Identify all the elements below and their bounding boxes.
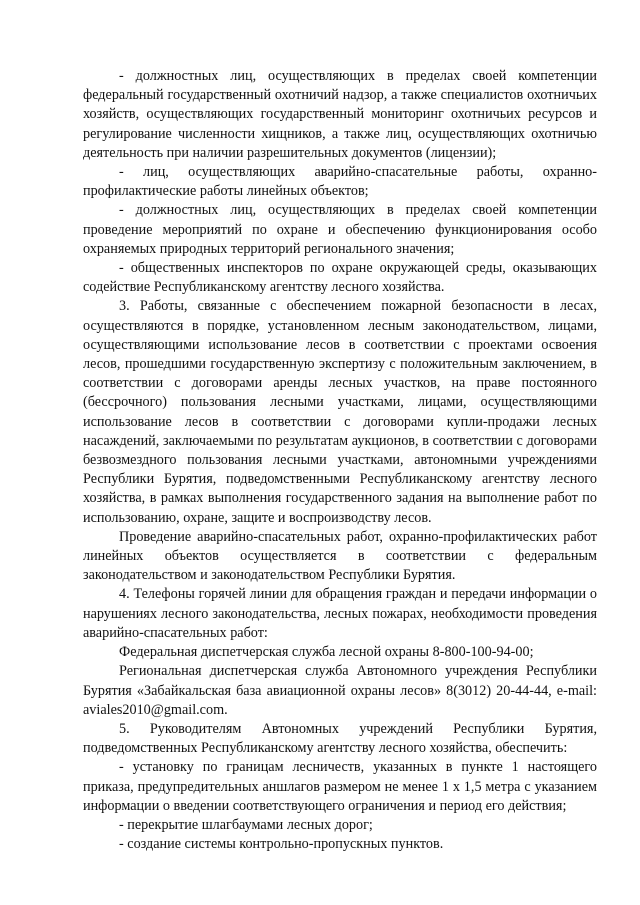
paragraph-checkpoints: - создание системы контрольно-пропускных пунктов.	[119, 836, 444, 853]
paragraph-rescue-works: Проведение аварийно-спасательных работ, охранно-профилактических работ линейных объектов осуществляется в соответствии с федеральным законодательством и законодательством Республики Бурятия.	[83, 528, 597, 584]
paragraph-barriers: - перекрытие шлагбаумами лесных дорог;	[119, 816, 373, 833]
paragraph-federal-hotline: Федеральная диспетчерская служба лесной охраны 8-800-100-94-00;	[119, 644, 534, 661]
paragraph-rescue-workers: - лиц, осуществляющих аварийно-спасательные работы, охранно-профилактические работы линейных объектов;	[83, 164, 597, 200]
paragraph-regional-hotline: Региональная диспетчерская служба Автономного учреждения Республики Бурятия «Забайкальская база авиационной охраны лесов» 8(3012) 20-44-44, e-mail: aviales2010@gmail.com.	[83, 663, 597, 718]
paragraph-protected-areas-officials: - должностных лиц, осуществляющих в пределах своей компетенции проведение мероприятий по охране и обеспечению функционирования особо охраняемых природных территорий регионального значения;	[83, 202, 597, 257]
paragraph-public-inspectors: - общественных инспекторов по охране окружающей среды, оказывающих содействие Республиканскому агентству лесного хозяйства.	[83, 260, 597, 296]
paragraph-item-4: 4. Телефоны горячей линии для обращения граждан и передачи информации о нарушениях лесного законодательства, лесных пожарах, необходимости проведения аварийно-спасательных работ:	[83, 586, 597, 641]
paragraph-signs: - установку по границам лесничеств, указанных в пункте 1 настоящего приказа, предупредительных аншлагов размером не менее 1 х 1,5 метра с указанием информации о введении соответствующего ограничения и период его действия;	[83, 759, 597, 814]
document-page	[83, 67, 597, 854]
paragraph-item-3: 3. Работы, связанные с обеспечением пожарной безопасности в лесах, осуществляются в порядке, установленном лесным законодательством, лицами, осуществляющими использование лесов в соответствии с проектами освоения лесов, прошедшими государственную экспертизу с положительным заключением, в соответствии с договорами аренды лесных участков, на праве постоянного (бессрочного) пользования лесными участками, лицами, осуществляющими использование лесов в соответствии с договорами купли-продажи лесных насаждений, заключаемыми по результатам аукционов, в соответствии с договорами безвозмездного пользования лесными участками, автономными учреждениями Республики Бурятия, подведомственными Республиканскому агентству лесного хозяйства, в рамках выполнения государственного задания на выполнение работ по использованию, охране, защите и воспроизводству лесов.	[83, 298, 597, 526]
paragraph-hunting-officials: - должностных лиц, осуществляющих в пределах своей компетенции федеральный государственный охотничий надзор, а также специалистов охотничьих хозяйств, осуществляющих государственный мониторинг охотничьих ресурсов и регулирование численности хищников, а также лиц, осуществляющих охотничью деятельность при наличии разрешительных документов (лицензии);	[83, 68, 597, 161]
paragraph-item-5: 5. Руководителям Автономных учреждений Республики Бурятия, подведомственных Республиканскому агентству лесного хозяйства, обеспечить:	[83, 720, 597, 757]
